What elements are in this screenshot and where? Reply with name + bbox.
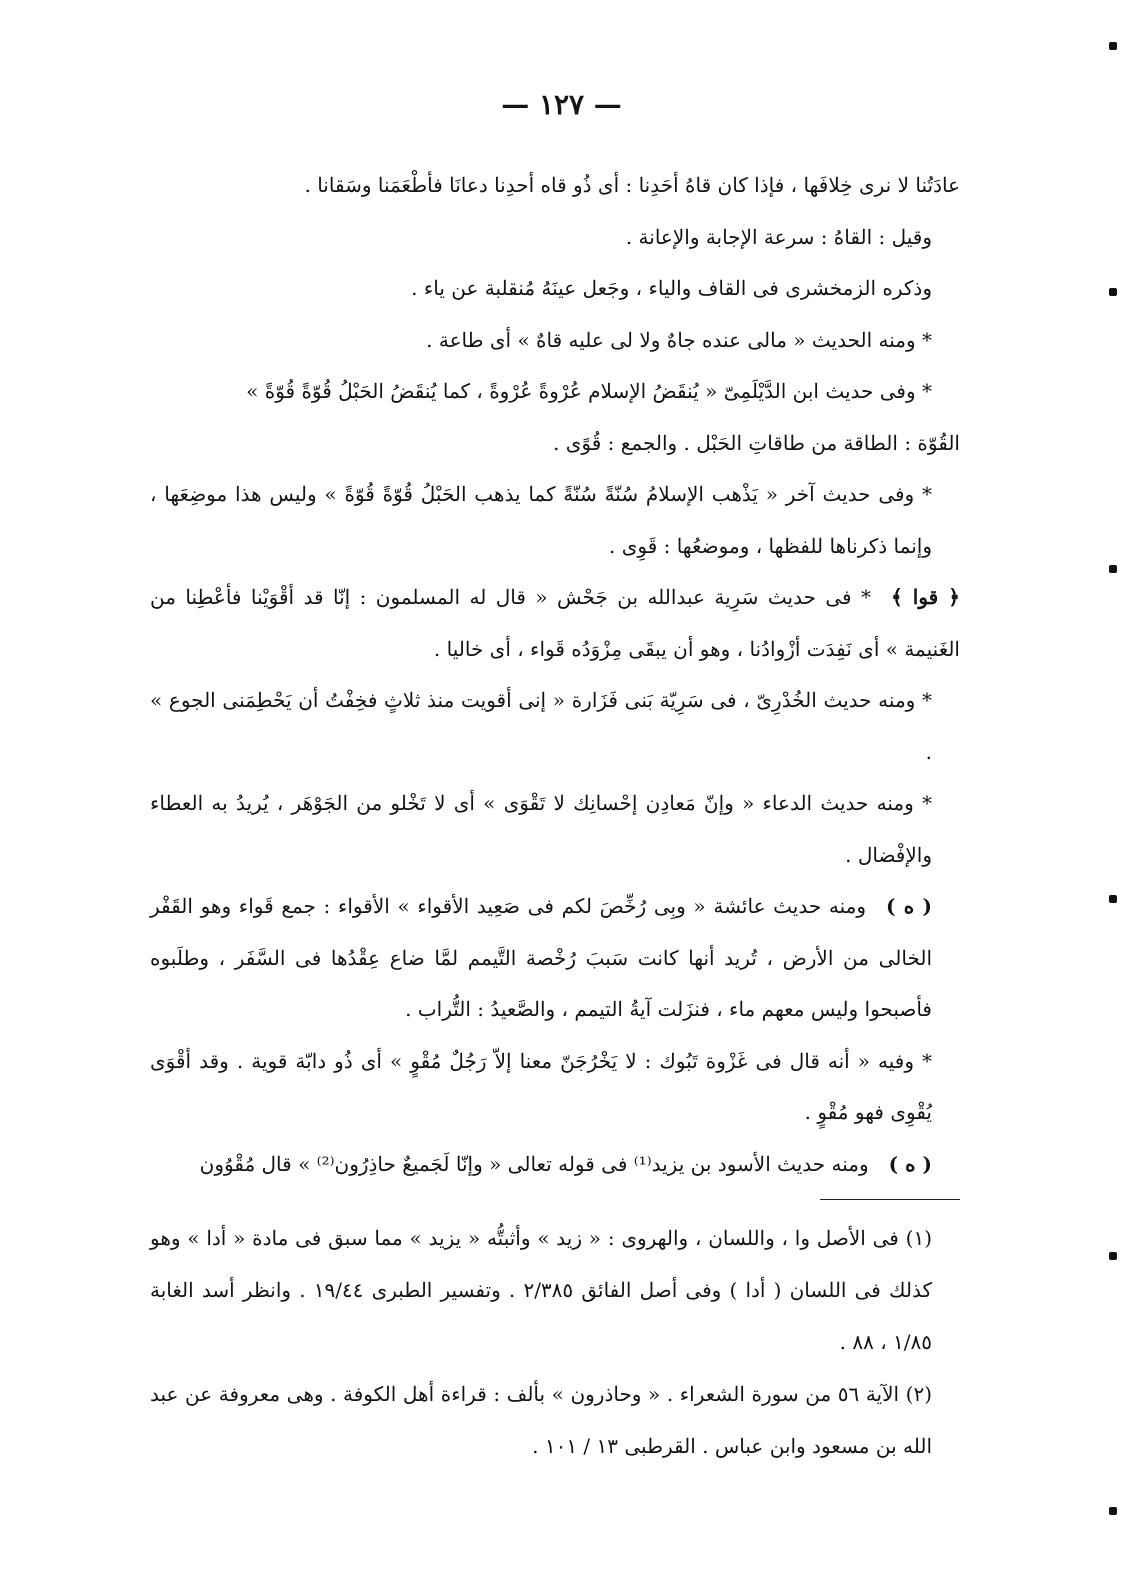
paragraph: [150, 1139, 960, 1191]
binding-mark: [1109, 1252, 1117, 1260]
text-line: عادَتُنا لا نرى خِلافَها ، فإذا كان قاهُ أحَدِنا : أى ذُو قاه أحدِنا دعانَا فأطْعَمَنا وسَقانا .: [304, 173, 960, 197]
paragraph: [150, 881, 960, 1036]
source-mark: ( ه ): [886, 894, 932, 918]
binding-mark: [1109, 895, 1117, 903]
paragraph: [150, 572, 960, 675]
binding-mark: [1109, 565, 1117, 573]
main-text: [150, 160, 960, 1190]
text-line: وذكره الزمخشرى فى القاف والياء ، وجَعل عينَهُ مُنقلبة عن ياء .: [411, 276, 932, 300]
footnote-divider: [820, 1199, 960, 1200]
entry-headword: ﴿ قوا ﴾: [891, 585, 960, 609]
paragraph: * وفيه « أنه قال فى غَزْوة تَبُوك : لا يَخْرُجَنّ معنا إلاّ رَجُلٌ مُقْوٍ » أى ذُو دابّة قوية . وقد أقْوَى يُقْوِى فهو مُقْوٍ .: [150, 1048, 932, 1124]
page-number: — ١٢٧ —: [501, 88, 622, 121]
entry-text: * فى حديث سَرِية عبدالله بن جَحْش « قال له المسلمون : إنّا قد أقْوَيْنا فأعْطِنا من الغَنيمة » أى نَفِدَت أزْوادُنا ، وهو أن يبقَى مِزْوَدُه قَواء ، أى خاليا .: [150, 585, 960, 661]
paragraph: * ومنه حديث الدعاء « وإنّ مَعادِن إحْسانِك لا تَقْوَى » أى لا تَخْلو من الجَوْهَر ، يُريدُ به العطاء والإفْضال .: [150, 791, 932, 867]
binding-mark: [1109, 288, 1117, 296]
text-line: وقيل : القاهُ : سرعة الإجابة والإعانة .: [625, 224, 932, 249]
binding-mark: [1109, 1507, 1117, 1515]
footnote-2: (٢) الآية ٥٦ من سورة الشعراء . « وحاذرون » بألف : قراءة أهل الكوفة . وهى معروفة عن عبد الله بن مسعود وابن عباس . القرطبى ١٣ / ١٠١ .: [150, 1382, 932, 1458]
text-line: * وفى حديث ابن الدَّيْلَمِىّ « يُنقَضُ الإسلام عُرْوةً عُرْوةً ، كما يُنقَضُ الحَبْلُ قُوّةً قُوّةً »: [246, 379, 932, 403]
binding-mark: [1109, 42, 1117, 50]
entry-text: ومنه حديث الأسود بن يزيد⁽¹⁾ فى قوله تعالى « وإنّا لَجَميعٌ حاذِرُون⁽²⁾ » قال مُقْوُون: [199, 1151, 869, 1176]
paragraph: * وفى حديث آخر « يَذْهب الإسلامُ سُنّةً سُنّةً كما يذهب الحَبْلُ قُوّةً قُوّةً » وليس هذا موضِعَها ، وإنما ذكرناها للفظها ، وموضعُها : قَوِى .: [150, 482, 932, 558]
source-mark: ( ه ): [888, 1151, 932, 1176]
paragraph: * ومنه حديث الخُدْرِىّ ، فى سَرِيّة بَنى فَزَارة « إنى أقويت منذ ثلاثٍ فخِفْتُ أن يَحْطِمَنى الجوع » .: [150, 688, 932, 764]
text-line: القُوّة : الطاقة من طاقاتِ الحَبْل . والجمع : قُوًى .: [553, 430, 960, 455]
text-line: * ومنه الحديث « مالى عنده جاهٌ ولا لى عليه قاهٌ » أى طاعة .: [426, 327, 932, 352]
footnote-1: (١) فى الأصل وا ، واللسان ، والهروى : « زيد » وأثبتُّه « يزيد » مما سبق فى مادة « أدا » وهو كذلك فى اللسان ( أدا ) وفى أصل الفائق ٢/٣٨٥ . وتفسير الطبرى ١٩/٤٤ . وانظر أسد الغابة ١/٨٥ ، ٨٨ .: [150, 1226, 932, 1354]
footnotes: [150, 1212, 960, 1472]
entry-text: ومنه حديث عائشة « وبِى رُخِّصَ لكم فى صَعِيد الأقواء » الأقواء : جمع قَواء وهو القَفْر الخالى من الأرض ، تُريد أنها كانت سَببَ رُخْصة التَّيمم لمَّا ضاع عِقْدُها فى السَّفَر ، وطلَبوه فأصبحوا وليس معهم ماء ، فنزَلت آيةُ التيمم ، والصَّعيدُ : التُّراب .: [150, 894, 932, 1021]
